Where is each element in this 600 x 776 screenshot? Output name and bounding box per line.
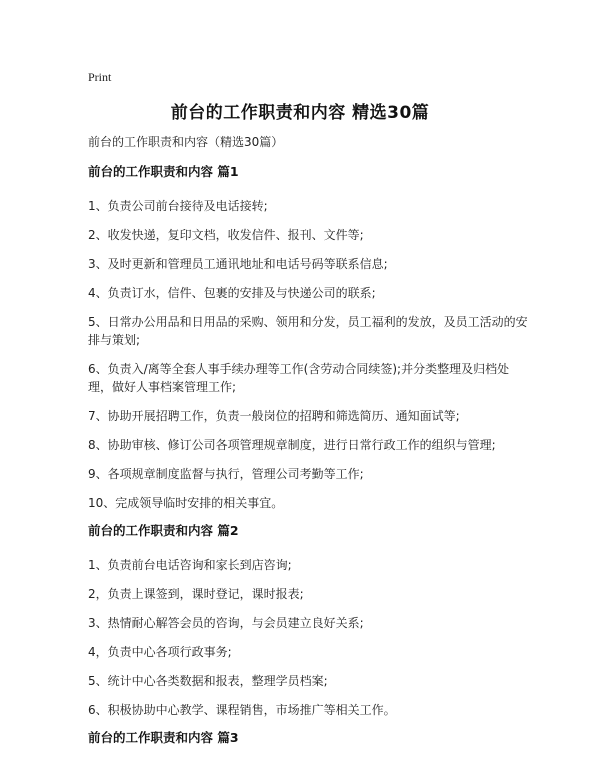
section-heading: 前台的工作职责和内容 篇2 xyxy=(88,523,239,538)
section-heading: 前台的工作职责和内容 篇3 xyxy=(88,730,239,745)
list-item: 5、日常办公用品和日用品的采购、领用和分发，员工福利的发放，及员工活动的安排与策划; xyxy=(88,315,528,347)
list-item: 1、负责公司前台接待及电话接转; xyxy=(88,199,268,213)
print-label: Print xyxy=(88,70,112,84)
section-heading: 前台的工作职责和内容 篇1 xyxy=(88,164,239,179)
document-body xyxy=(88,164,528,746)
list-item: 3、及时更新和管理员工通讯地址和电话号码等联系信息; xyxy=(88,257,388,271)
list-item: 10、完成领导临时安排的相关事宜。 xyxy=(88,496,284,510)
list-item: 4，负责中心各项行政事务; xyxy=(88,645,232,659)
list-item: 5、统计中心各类数据和报表，整理学员档案; xyxy=(88,674,328,688)
list-item: 3、热情耐心解答会员的咨询，与会员建立良好关系; xyxy=(88,616,364,630)
list-item: 2、收发快递，复印文档，收发信件、报刊、文件等; xyxy=(88,228,364,242)
list-item: 7、协助开展招聘工作，负责一般岗位的招聘和筛选简历、通知面试等; xyxy=(88,409,460,423)
document-subtitle: 前台的工作职责和内容（精选30篇） xyxy=(88,135,284,149)
list-item: 8、协助审核、修订公司各项管理规章制度，进行日常行政工作的组织与管理; xyxy=(88,438,496,452)
list-item: 6、积极协助中心教学、课程销售，市场推广等相关工作。 xyxy=(88,703,396,717)
list-item: 6、负责入/离等全套人事手续办理等工作(含劳动合同续签);并分类整理及归档处理，做好人事档案管理工作; xyxy=(88,362,510,394)
list-item: 1、负责前台电话咨询和家长到店咨询; xyxy=(88,558,292,572)
list-item: 2，负责上课签到，课时登记，课时报表; xyxy=(88,587,304,601)
list-item: 9、各项规章制度监督与执行，管理公司考勤等工作; xyxy=(88,467,364,481)
list-item: 4、负责订水，信件、包裹的安排及与快递公司的联系; xyxy=(88,286,376,300)
document-title: 前台的工作职责和内容 精选30篇 xyxy=(170,103,430,123)
